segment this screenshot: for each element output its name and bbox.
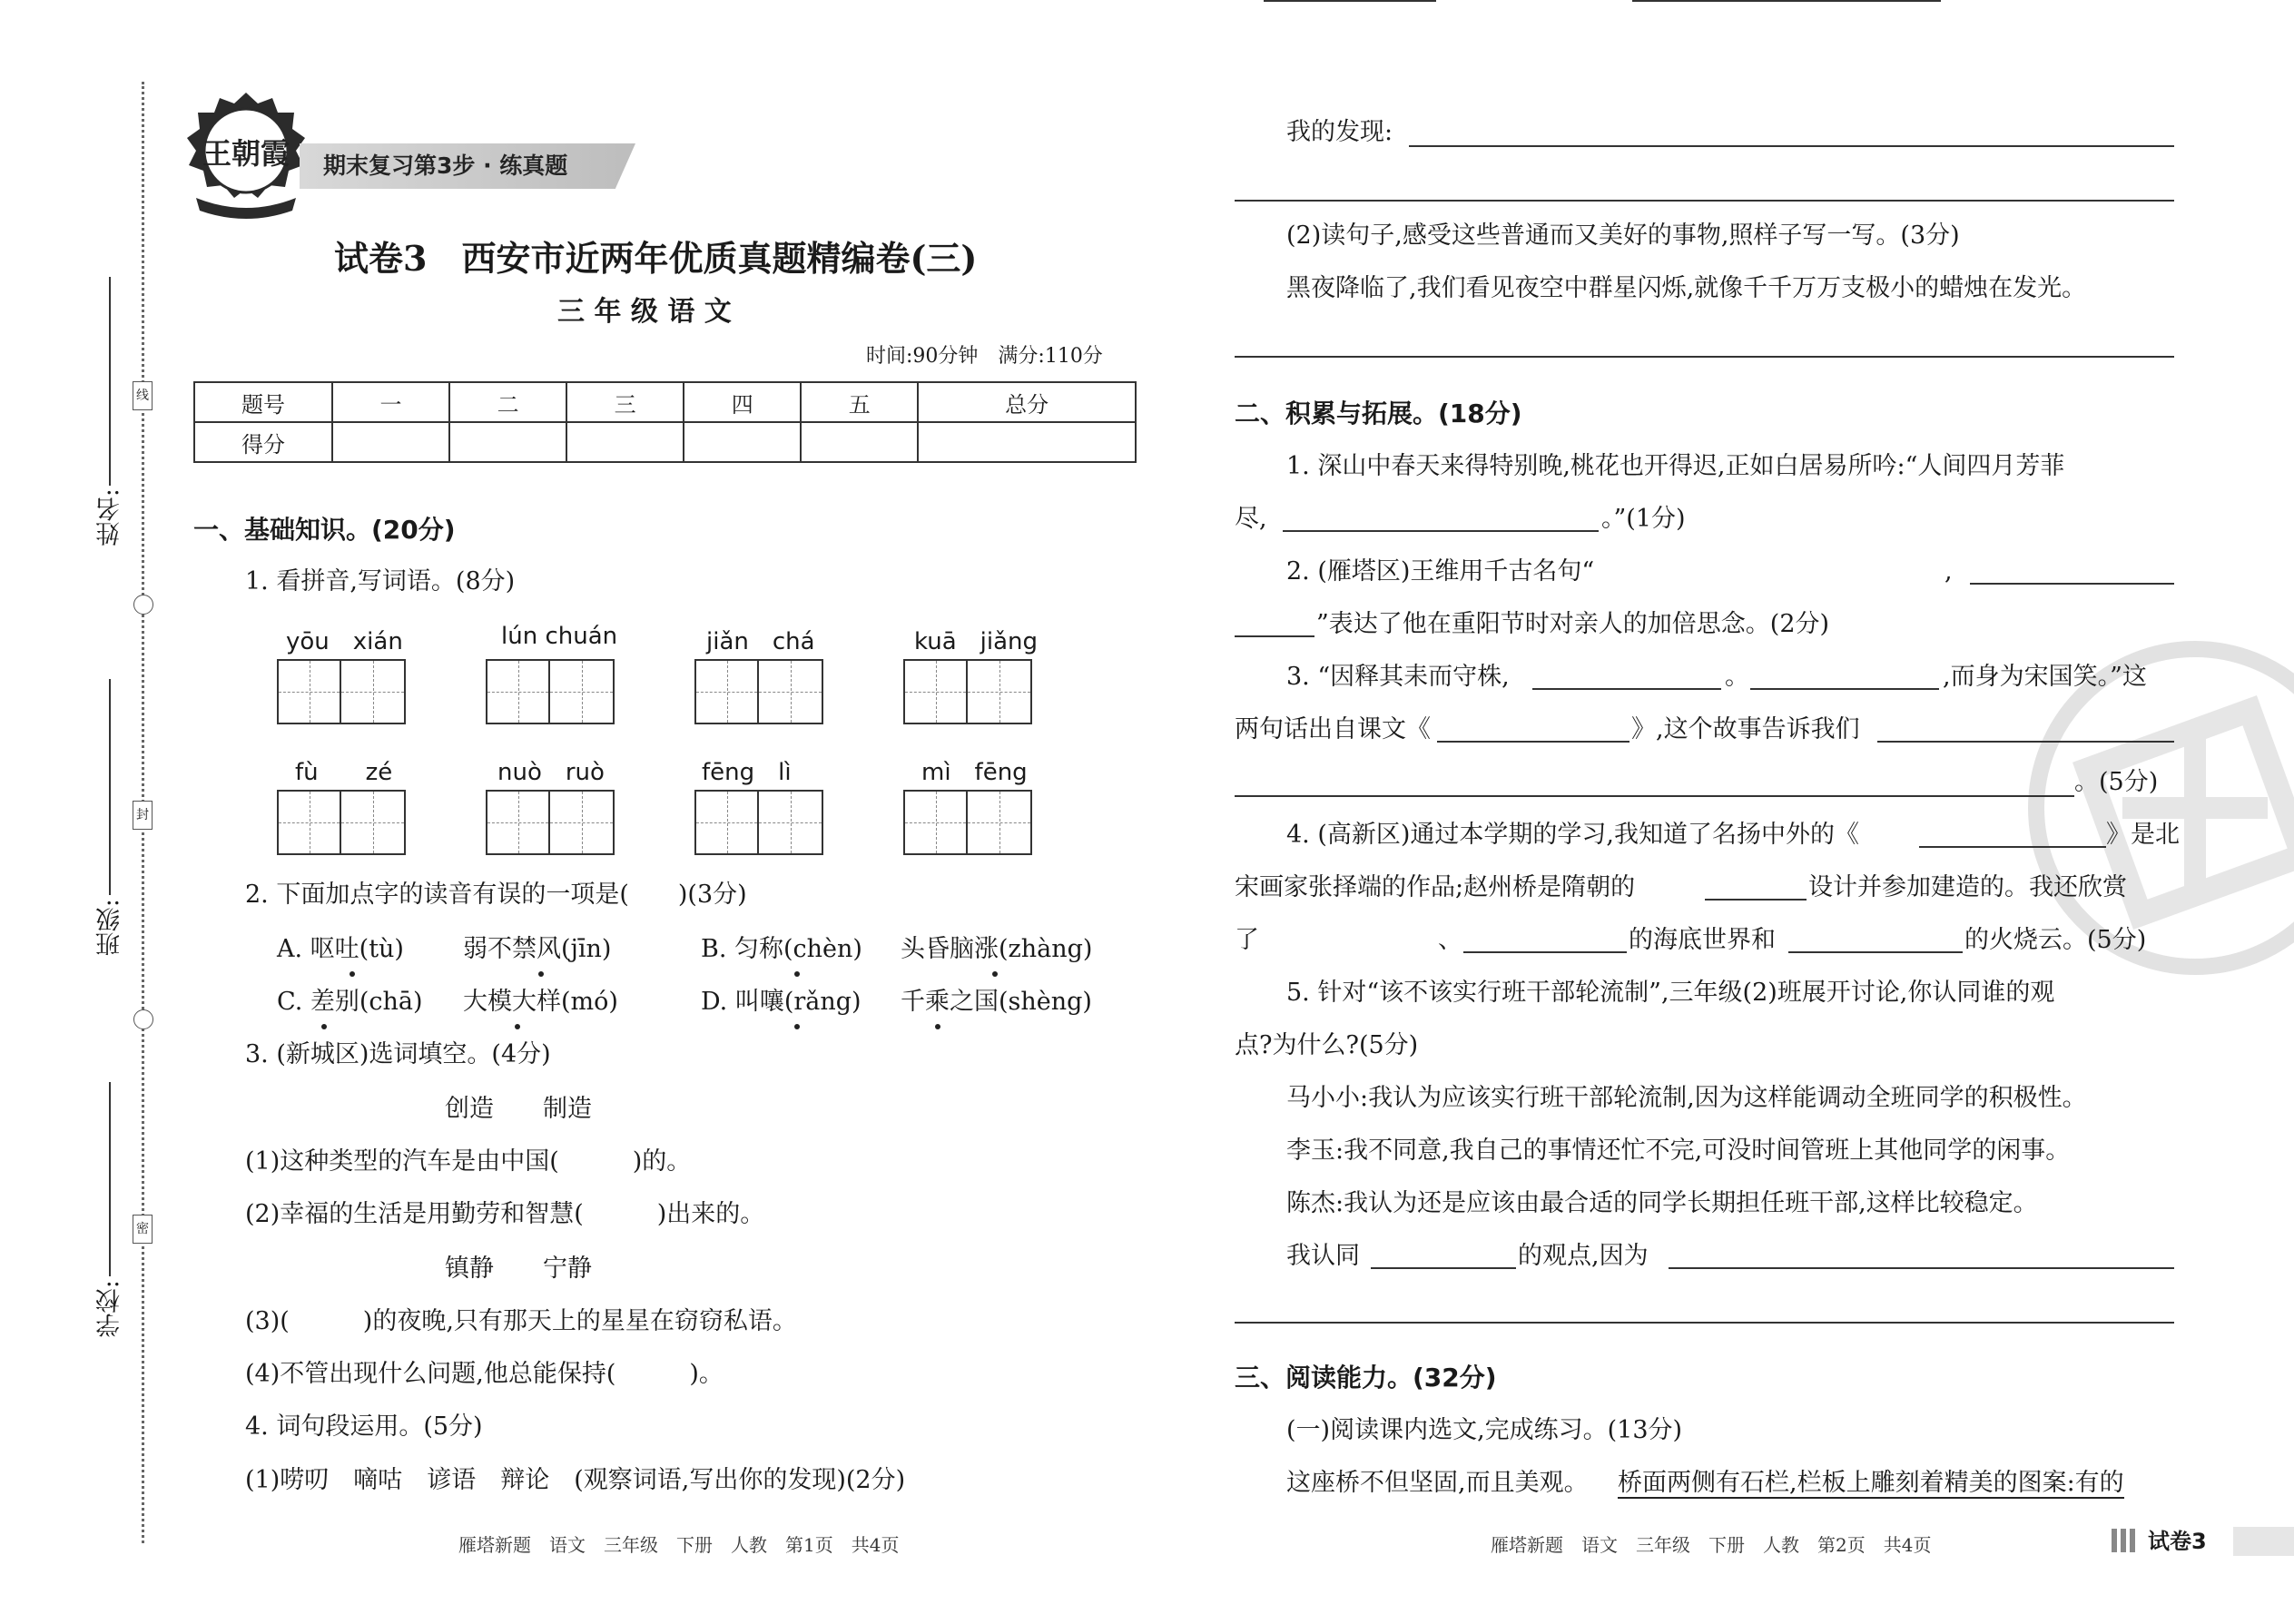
q3-sentence-4[interactable]: (4)不管出现什么问题,他总能保持( )。 bbox=[245, 1360, 724, 1388]
score-header-cell: 题号 bbox=[194, 382, 332, 422]
score-cell[interactable] bbox=[332, 422, 449, 462]
answer-line[interactable] bbox=[1235, 200, 2174, 202]
s2-q3-line2-mid: 》,这个故事告诉我们 bbox=[1631, 715, 1860, 743]
answer-line[interactable] bbox=[1235, 1322, 2174, 1324]
q2-option-c-word: 大模大样(mó) bbox=[463, 988, 618, 1016]
school-field[interactable] bbox=[109, 1082, 111, 1276]
pinyin: fù zé bbox=[295, 759, 393, 786]
q2-option-c[interactable]: C. 差别(chā) bbox=[277, 988, 423, 1016]
score-header-cell: 总分 bbox=[918, 382, 1136, 422]
footer-pattern-icon bbox=[2112, 1529, 2135, 1552]
s2-q5-opinion-3: 陈杰:我认为还是应该由最合适的同学长期担任班干部,这样比较稳定。 bbox=[1286, 1189, 2038, 1217]
exam-subtitle: 三 年 级 语 文 bbox=[557, 296, 732, 328]
fill-blank[interactable] bbox=[1705, 899, 1807, 901]
s2-q5-line1: 5. 针对“该不该实行班干部轮流制”,三年级(2)班展开讨论,你认同谁的观 bbox=[1286, 979, 2055, 1007]
binding-hole bbox=[133, 595, 153, 615]
name-field[interactable] bbox=[109, 277, 111, 486]
s2-q5-answer-mid: 的观点,因为 bbox=[1518, 1242, 1649, 1270]
class-field[interactable] bbox=[109, 679, 111, 895]
emphasis-dot bbox=[350, 971, 355, 977]
q3-word-bank-2: 镇静 宁静 bbox=[445, 1255, 592, 1283]
s3-subsection: (一)阅读课内选文,完成练习。(13分) bbox=[1286, 1416, 1683, 1444]
q4-sentence-1: (1)唠叨 嘀咕 谚语 辩论 (观察词语,写出你的发现)(2分) bbox=[245, 1466, 906, 1494]
fill-blank[interactable] bbox=[1788, 951, 1963, 953]
answer-line[interactable] bbox=[1235, 795, 2074, 797]
score-header-cell: 四 bbox=[684, 382, 801, 422]
fill-blank[interactable] bbox=[1877, 741, 2174, 743]
s2-q4-line2-post: 设计并参加建造的。我还欣赏 bbox=[1808, 873, 2127, 901]
fill-blank[interactable] bbox=[1970, 583, 2174, 585]
pinyin: nuò ruò bbox=[497, 759, 605, 786]
fill-blank[interactable] bbox=[1463, 951, 1627, 953]
s2-q1-line2-pre: 尽, bbox=[1235, 505, 1267, 533]
s2-q3-line3: 。(5分) bbox=[2074, 768, 2159, 796]
exam-title: 试卷3 西安市近两年优质真题精编卷(三) bbox=[334, 238, 978, 279]
s3-passage-a: 这座桥不但坚固,而且美观。 bbox=[1286, 1469, 1589, 1497]
q1-title: 1. 看拼音,写词语。(8分) bbox=[245, 567, 516, 595]
q3-sentence-1[interactable]: (1)这种类型的汽车是由中国( )的。 bbox=[245, 1147, 692, 1176]
s2-q4-line3-post: 的火烧云。(5分) bbox=[1964, 926, 2147, 954]
q2-option-a-word: 弱不禁风(jīn) bbox=[463, 935, 612, 963]
score-header-cell: 一 bbox=[332, 382, 449, 422]
fill-blank[interactable] bbox=[1750, 688, 1939, 690]
footer-right: 雁塔新题 语文 三年级 下册 人教 第2页 共4页 bbox=[1491, 1534, 1932, 1556]
s2-q5-answer-pre: 我认同 bbox=[1286, 1242, 1360, 1270]
writing-grid[interactable] bbox=[903, 790, 1032, 855]
fill-blank[interactable] bbox=[1532, 688, 1721, 690]
emphasis-dot bbox=[992, 971, 998, 977]
pinyin: fēng lì bbox=[702, 759, 792, 786]
writing-grid[interactable] bbox=[277, 790, 406, 855]
emphasis-dot bbox=[935, 1024, 940, 1029]
s2-q5-line2: 点?为什么?(5分) bbox=[1235, 1031, 1419, 1059]
footer-tab bbox=[2233, 1527, 2294, 1556]
fill-blank[interactable] bbox=[1264, 0, 1436, 2]
q4-sentence-2: (2)读句子,感受这些普通而又美好的事物,照样子写一写。(3分) bbox=[1286, 221, 1960, 250]
s2-q3-line2-pre: 两句话出自课文《 bbox=[1235, 715, 1431, 743]
name-label: 姓名: bbox=[96, 488, 124, 546]
q3-sentence-3[interactable]: (3)( )的夜晚,只有那天上的星星在窃窃私语。 bbox=[245, 1307, 797, 1335]
score-table-header-row bbox=[194, 382, 1136, 422]
wangzhaoxia-logo bbox=[178, 91, 314, 225]
score-cell[interactable] bbox=[566, 422, 684, 462]
q3-sentence-2[interactable]: (2)幸福的生活是用勤劳和智慧( )出来的。 bbox=[245, 1200, 765, 1228]
section2-title: 二、积累与拓展。(18分) bbox=[1235, 399, 1522, 428]
writing-grid[interactable] bbox=[486, 659, 615, 724]
fill-blank[interactable] bbox=[1371, 1267, 1516, 1269]
writing-grid[interactable] bbox=[277, 659, 406, 724]
fill-blank[interactable] bbox=[1919, 846, 2106, 848]
s2-q2-comma: , bbox=[1944, 557, 1953, 586]
emphasis-dot bbox=[515, 1024, 520, 1029]
s2-q1-line2-post: 。”(1分) bbox=[1601, 505, 1686, 533]
pinyin: lún chuán bbox=[501, 623, 618, 650]
footer-left: 雁塔新题 语文 三年级 下册 人教 第1页 共4页 bbox=[458, 1534, 900, 1556]
s3-passage-b-underlined: 桥面两侧有石栏,栏板上雕刻着精美的图案:有的 bbox=[1618, 1469, 2124, 1497]
s2-q2-pre: 2. (雁塔区)王维用千古名句“ bbox=[1286, 557, 1595, 586]
q2-option-d-word: 千乘之国(shèng) bbox=[901, 988, 1092, 1016]
emphasis-dot bbox=[794, 971, 800, 977]
s2-q3-mid: 。 bbox=[1725, 663, 1749, 691]
s2-q4-line3-mid1: 、 bbox=[1438, 926, 1462, 954]
score-header-cell: 二 bbox=[449, 382, 566, 422]
emphasis-dot bbox=[321, 1024, 327, 1029]
q3-title: 3. (新城区)选词填空。(4分) bbox=[245, 1040, 551, 1068]
fill-blank[interactable] bbox=[1283, 530, 1599, 532]
section1-title: 一、基础知识。(20分) bbox=[193, 515, 456, 545]
q2-title: 2. 下面加点字的读音有误的一项是( )(3分) bbox=[245, 881, 747, 909]
score-table bbox=[193, 381, 1137, 463]
s2-q3-pre: 3. “因释其耒而守株, bbox=[1286, 663, 1510, 691]
emphasis-dot bbox=[794, 1024, 800, 1029]
s2-q4-line3-mid2: 的海底世界和 bbox=[1629, 926, 1776, 954]
score-cell[interactable] bbox=[684, 422, 801, 462]
fill-blank[interactable] bbox=[1632, 0, 1941, 2]
binding-mark-secret: 密 bbox=[133, 1215, 153, 1244]
binding-mark-line: 线 bbox=[133, 381, 153, 410]
writing-grid[interactable] bbox=[694, 790, 823, 855]
q3-word-bank-1: 创造 制造 bbox=[445, 1095, 592, 1123]
exam-meta: 时间:90分钟 满分:110分 bbox=[866, 345, 1103, 368]
discovery-label: 我的发现: bbox=[1286, 118, 1393, 146]
writing-grid[interactable] bbox=[486, 790, 615, 855]
q2-option-a[interactable]: A. 呕吐(tù) bbox=[277, 935, 404, 963]
fill-blank[interactable] bbox=[1669, 1267, 2174, 1269]
emphasis-dot bbox=[538, 971, 544, 977]
q4-example-sentence: 黑夜降临了,我们看见夜空中群星闪烁,就像千千万万支极小的蜡烛在发光。 bbox=[1286, 274, 2087, 302]
s2-q1-line1: 1. 深山中春天来得特别晚,桃花也开得迟,正如白居易所吟:“人间四月芳菲 bbox=[1286, 452, 2065, 480]
q2-option-b-word: 头昏脑涨(zhàng) bbox=[901, 935, 1093, 963]
logo-text: 王朝霞 bbox=[202, 136, 290, 171]
q2-option-d[interactable]: D. 叫嚷(rǎng) bbox=[701, 988, 861, 1016]
score-table-score-row bbox=[194, 422, 1136, 462]
fill-blank[interactable] bbox=[1235, 635, 1314, 637]
s2-q5-opinion-2: 李玉:我不同意,我自己的事情还忙不完,可没时间管班上其他同学的闲事。 bbox=[1286, 1137, 2071, 1165]
discovery-answer-line[interactable] bbox=[1409, 145, 2174, 147]
s2-q5-opinion-1: 马小小:我认为应该实行班干部轮流制,因为这样能调动全班同学的积极性。 bbox=[1286, 1084, 2087, 1112]
answer-line[interactable] bbox=[1235, 356, 2174, 358]
pinyin: kuā jiǎng bbox=[914, 628, 1039, 655]
score-header-cell: 三 bbox=[566, 382, 684, 422]
score-cell[interactable] bbox=[449, 422, 566, 462]
class-label: 班级: bbox=[96, 899, 124, 957]
writing-grid[interactable] bbox=[694, 659, 823, 724]
pinyin: yōu xián bbox=[286, 628, 403, 655]
writing-grid[interactable] bbox=[903, 659, 1032, 724]
s2-q4-post: 》是北 bbox=[2106, 821, 2180, 849]
footer-tag: 试卷3 bbox=[2148, 1529, 2207, 1554]
score-row-label: 得分 bbox=[194, 422, 332, 462]
s2-q4-pre: 4. (高新区)通过本学期的学习,我知道了名扬中外的《 bbox=[1286, 821, 1859, 849]
banner-text: 期末复习第3步 · 练真题 bbox=[323, 153, 568, 179]
fill-blank[interactable] bbox=[1437, 741, 1629, 743]
s2-q3-post: ,而身为宋国笑。”这 bbox=[1943, 663, 2147, 691]
section3-title: 三、阅读能力。(32分) bbox=[1235, 1363, 1497, 1393]
school-label: 学校: bbox=[96, 1280, 124, 1338]
score-cell[interactable] bbox=[801, 422, 918, 462]
q4-title: 4. 词句段运用。(5分) bbox=[245, 1412, 483, 1441]
q2-option-b[interactable]: B. 匀称(chèn) bbox=[701, 935, 862, 963]
pinyin: jiǎn chá bbox=[706, 628, 815, 655]
s2-q4-line2-pre: 宋画家张择端的作品;赵州桥是隋朝的 bbox=[1235, 873, 1636, 901]
binding-hole bbox=[133, 1009, 153, 1029]
binding-mark-seal: 封 bbox=[133, 801, 153, 830]
s2-q4-line3-pre: 了 bbox=[1235, 926, 1259, 954]
score-cell[interactable] bbox=[918, 422, 1136, 462]
pinyin: mì fēng bbox=[921, 759, 1028, 786]
score-header-cell: 五 bbox=[801, 382, 918, 422]
s2-q2-line2: ”表达了他在重阳节时对亲人的加倍思念。(2分) bbox=[1316, 610, 1830, 638]
